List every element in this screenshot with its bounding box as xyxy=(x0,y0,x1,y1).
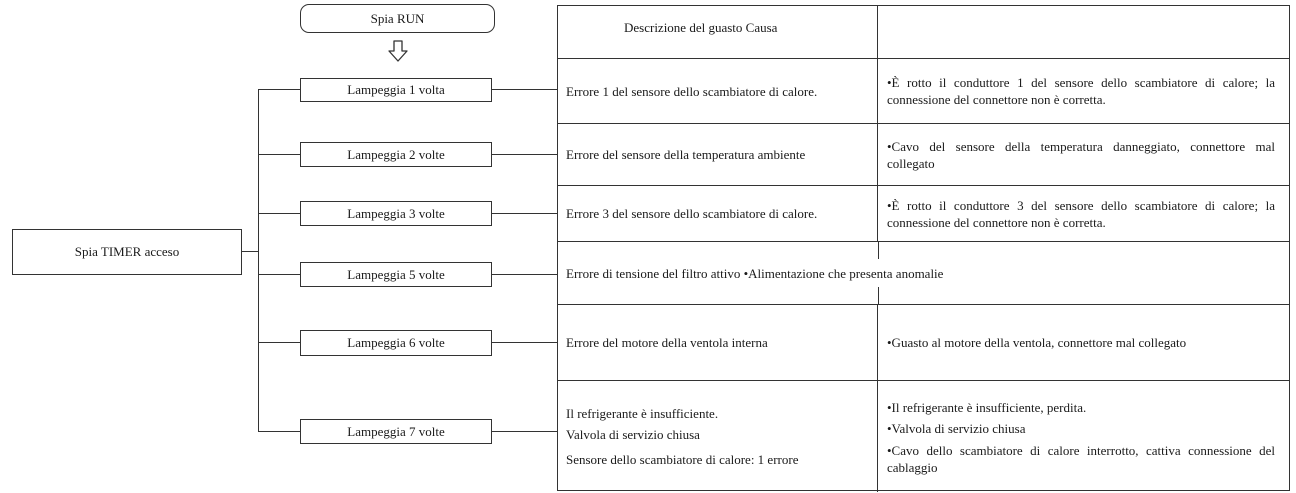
fault-cause-line xyxy=(887,442,1275,476)
blink-box-3 xyxy=(300,201,492,226)
fault-cause-text: •È rotto il conduttore 1 del sensore dello scambiatore di calore; la connessione del connettore non è corretta. xyxy=(887,75,1275,107)
fault-description: Errore del sensore della temperatura ambiente xyxy=(566,147,806,162)
fault-cause xyxy=(887,197,1275,231)
blink-box-6 xyxy=(300,330,492,356)
fault-description-line: Valvola di servizio chiusa xyxy=(566,427,700,442)
fault-cause-text: •Cavo del sensore della temperatura danneggiato, connettore mal collegato xyxy=(887,138,1275,171)
fault-cause-cell xyxy=(878,381,1289,492)
merged-row-divider-bottom xyxy=(878,287,879,305)
connector-row-2 xyxy=(492,154,558,155)
fault-description-cell xyxy=(558,124,878,185)
fault-description: Errore del motore della ventola interna xyxy=(566,335,768,350)
connector-row-5 xyxy=(492,274,558,275)
fault-merged-cell xyxy=(558,242,1289,304)
run-indicator-box xyxy=(300,4,495,33)
table-header-empty-cell xyxy=(878,6,1289,58)
fault-description-line: Sensore dello scambiatore di calore: 1 errore xyxy=(566,452,799,467)
table-row xyxy=(558,381,1289,492)
fault-cause-text: •Cavo dello scambiatore di calore interrotto, cattiva connessione del cablaggio xyxy=(887,442,1275,475)
blink-label: Lampeggia 5 volte xyxy=(347,266,445,282)
merged-row-divider-top xyxy=(878,242,879,259)
table-header-cell xyxy=(558,6,878,58)
connector-row-1 xyxy=(492,89,558,90)
fault-description: Errore 1 del sensore dello scambiatore di calore. xyxy=(566,83,818,99)
fault-description-cell xyxy=(558,305,878,380)
down-arrow-outline-icon xyxy=(388,40,408,62)
fault-table xyxy=(557,5,1290,491)
fault-description-cell xyxy=(558,186,878,241)
connector-branch-1 xyxy=(258,89,300,90)
table-row xyxy=(558,242,1289,305)
fault-cause-line: •Il refrigerante è insufficiente, perdita. xyxy=(887,399,1087,415)
connector-row-6 xyxy=(492,342,558,343)
fault-cause xyxy=(887,74,1275,108)
connector-branch-5 xyxy=(258,274,300,275)
connector-branch-6 xyxy=(258,342,300,343)
fault-cause-cell xyxy=(878,305,1289,380)
connector-row-3 xyxy=(492,213,558,214)
blink-label: Lampeggia 7 volte xyxy=(347,423,445,439)
timer-indicator-label: Spia TIMER acceso xyxy=(74,244,180,259)
fault-cause-line: •Valvola di servizio chiusa xyxy=(887,420,1026,436)
connector-trunk xyxy=(258,89,259,432)
table-row xyxy=(558,186,1289,242)
fault-cause: •Guasto al motore della ventola, connettore mal collegato xyxy=(887,335,1187,350)
blink-box-1 xyxy=(300,78,492,102)
table-header-label: Descrizione del guasto Causa xyxy=(624,20,778,35)
fault-description-line: Il refrigerante è insufficiente. xyxy=(566,406,719,421)
blink-label: Lampeggia 3 volte xyxy=(347,205,445,221)
fault-cause xyxy=(887,138,1275,172)
table-row xyxy=(558,124,1289,186)
connector-branch-2 xyxy=(258,154,300,155)
fault-cause-cell xyxy=(878,59,1289,123)
blink-label: Lampeggia 2 volte xyxy=(347,146,445,162)
table-row xyxy=(558,59,1289,124)
fault-description-cell xyxy=(558,381,878,492)
blink-box-7 xyxy=(300,419,492,444)
fault-cause-cell xyxy=(878,186,1289,241)
fault-cause-cell xyxy=(878,124,1289,185)
table-row xyxy=(558,305,1289,381)
table-header-row xyxy=(558,6,1289,59)
run-indicator-label: Spia RUN xyxy=(370,10,425,26)
fault-description-cell xyxy=(558,59,878,123)
fault-cause-text: •È rotto il conduttore 3 del sensore dello scambiatore di calore; la connessione del connettore non è corretta. xyxy=(887,197,1275,230)
timer-indicator-box xyxy=(12,229,242,275)
blink-box-2 xyxy=(300,142,492,167)
fault-description: Errore 3 del sensore dello scambiatore di calore. xyxy=(566,206,818,221)
connector-row-7 xyxy=(492,431,558,432)
connector-branch-7 xyxy=(258,431,300,432)
connector-branch-3 xyxy=(258,213,300,214)
blink-label: Lampeggia 1 volta xyxy=(347,82,445,97)
connector-timer-to-trunk xyxy=(242,251,259,252)
fault-merged-text: Errore di tensione del filtro attivo •Alimentazione che presenta anomalie xyxy=(566,265,944,281)
blink-box-5 xyxy=(300,262,492,287)
blink-label: Lampeggia 6 volte xyxy=(347,335,445,350)
